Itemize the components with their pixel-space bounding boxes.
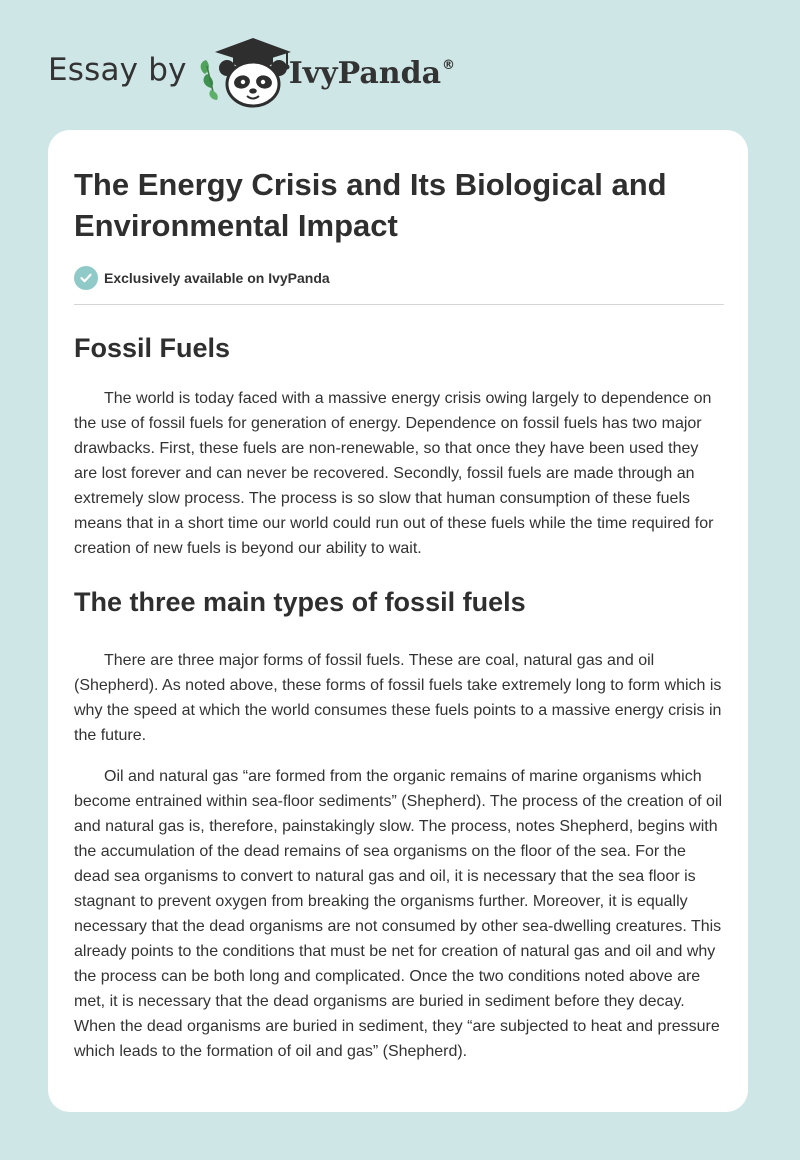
site-header [48, 30, 455, 110]
section-heading-fossil-fuel-types: The three main types of fossil fuels [74, 587, 526, 617]
paragraph: Oil and natural gas “are formed from the organic remains of marine organisms which become entrained within sea-floor sediments” (Shepherd). The process of the creation of oil and natural gas is, therefore, painstakingly slow. The process, notes Shepherd, begins with the accumulation of the dead remains of sea organisms on the floor of the sea. For the dead sea organisms to convert to natural gas and oil, it is necessary that the sea floor is stagnant to prevent oxygen from breaking the organisms further. Moreover, it is equally necessary that the dead organisms are not consumed by other sea-dwelling creatures. This already points to the conditions that must be net for creation of natural gas and oil and why the process can be both long and complicated. Once the two conditions noted above are met, it is necessary that the dead organisms are buried in sediment before they decay. When the dead organisms are buried in sediment, they “are subjected to heat and pressure which leads to the formation of oil and gas” (Shepherd). [74, 768, 723, 1060]
check-circle-icon [74, 266, 98, 290]
title-divider [74, 304, 724, 305]
exclusive-label: Exclusively available on IvyPanda [104, 270, 330, 286]
essay-title: The Energy Crisis and Its Biological and Environmental Impact [74, 167, 667, 243]
exclusive-badge [74, 266, 724, 290]
paragraph: The world is today faced with a massive energy crisis owing largely to dependence on the use of fossil fuels for generation of energy. Dependence on fossil fuels has two major drawbacks. First, these fuels are non-renewable, so that once they have been used they are lost forever and can never be recovered. Secondly, fossil fuels are made through an extremely slow process. The process is so slow that human consumption of these fuels means that in a short time our world could run out of these fuels while the time required for creation of new fuels is beyond our ability to wait. [74, 390, 714, 557]
essay-card [48, 130, 748, 1112]
essay-by-label: Essay by [48, 52, 187, 88]
ivypanda-logo-icon[interactable] [197, 30, 297, 110]
section-heading-fossil-fuels: Fossil Fuels [74, 333, 231, 363]
paragraph: There are three major forms of fossil fuels. These are coal, natural gas and oil (Shepherd). As noted above, these forms of fossil fuels take extremely long to form which is why the speed at which the world consumes these fuels points to a massive energy crisis in the future. [74, 652, 722, 744]
ivypanda-wordmark[interactable]: IvyPanda® [288, 55, 456, 91]
essay-content [74, 164, 724, 1064]
registered-mark: ® [442, 57, 456, 73]
ivy-leaf-icon [200, 60, 217, 100]
